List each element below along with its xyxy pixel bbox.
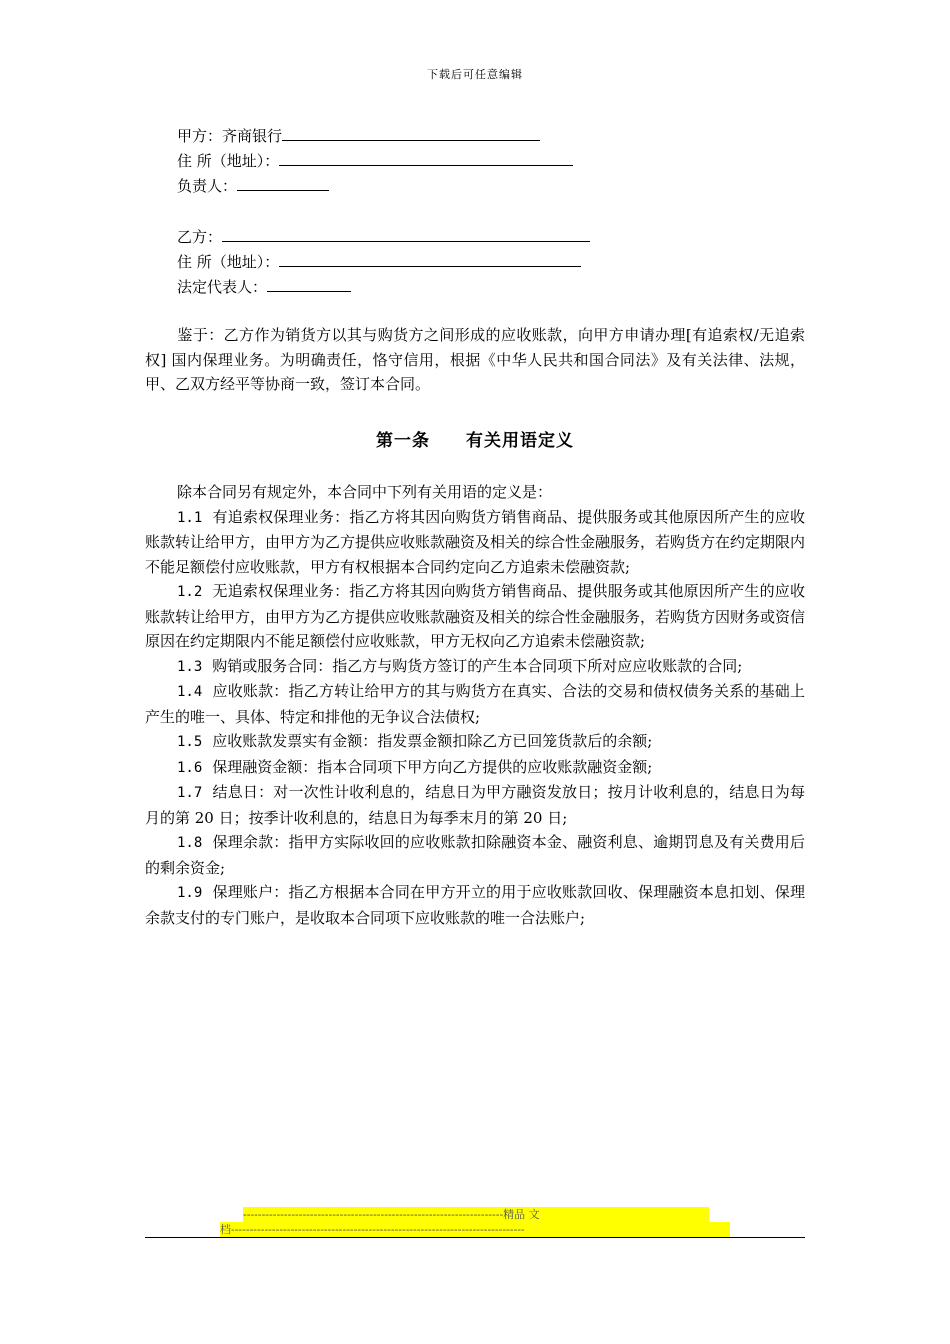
party-b-person-label: 法定代表人：: [177, 278, 268, 296]
party-a-address-blank: [279, 148, 573, 166]
party-a-name-blank: [282, 123, 540, 141]
clause-item: [145, 830, 805, 880]
footer-watermark: [0, 1205, 950, 1239]
clauses-body: [145, 480, 805, 930]
party-b-name-blank: [222, 224, 590, 242]
party-a-name-line: [177, 123, 540, 147]
party-b-address-blank: [279, 249, 581, 267]
clause-item: [145, 679, 805, 729]
party-b-address-label: 住 所（地址）：: [177, 253, 280, 271]
footer-line-1: ----------------------------------------------------------------------精品 文: [243, 1207, 709, 1222]
clause-number: 1.8: [177, 835, 203, 851]
intro-text: 除本合同另有规定外，本合同中下列有关用语的定义是：: [177, 483, 553, 501]
clause-text: 应收账款发票实有金额：指发票金额扣除乙方已回笼货款后的余额;: [212, 732, 653, 750]
clause-text: 保理账户：指乙方根据本合同在甲方开立的用于应收账款回收、保理融资本息扣划、保理余款支付的专门账户，是收取本合同项下应收账款的唯一合法账户;: [145, 883, 805, 927]
clause-number: 1.4: [177, 684, 203, 700]
party-a-name-label: 甲方：齐商银行: [177, 127, 283, 145]
party-b-name-line: [177, 224, 590, 248]
article-title: 有关用语定义: [466, 431, 574, 451]
article-heading: [0, 426, 950, 451]
clause-number: 1.1: [177, 509, 203, 526]
clause-item: [145, 755, 805, 781]
clause-number: 1.5: [177, 734, 203, 750]
clause-text: 购销或服务合同：指乙方与购货方签订的产生本合同项下所对应应收账款的合同;: [212, 656, 743, 675]
clause-item: [145, 654, 805, 680]
preamble-text: 鉴于：乙方作为销货方以其与购货方之间形成的应收账款，向甲方申请办理[有追索权/无追索权] 国内保理业务。为明确责任，恪守信用，根据《中华人民共和国合同法》及有关法律、法规，甲、乙双方经平等协商一致，签订本合同。: [145, 326, 805, 393]
party-b-address-line: [177, 249, 581, 273]
header-note: 下载后可任意编辑: [427, 68, 523, 81]
party-a-address-line: [177, 148, 573, 172]
clause-number: 1.2: [177, 584, 203, 600]
preamble-paragraph: [145, 323, 805, 397]
clause-number: 1.3: [177, 658, 203, 675]
clause-text: 保理融资金额：指本合同项下甲方向乙方提供的应收账款融资金额;: [212, 757, 653, 776]
party-a-person-line: [177, 173, 329, 197]
clause-item: [145, 729, 805, 755]
party-b-person-line: [177, 274, 351, 298]
clause-number: 1.7: [177, 785, 203, 801]
clause-item: [145, 880, 805, 930]
clause-text: 应收账款：指乙方转让给甲方的其与购货方在真实、合法的交易和债权债务关系的基础上产生的唯一、具体、特定和排他的无争议合法债权;: [145, 682, 805, 726]
party-b-person-blank: [267, 274, 351, 292]
footer-line-2: 档-------------------------------------------------------------------------------: [220, 1222, 730, 1237]
clause-number: 1.6: [177, 759, 203, 776]
clause-text: 保理余款：指甲方实际收回的应收账款扣除融资本金、融资利息、逾期罚息及有关费用后的剩余资金;: [145, 833, 805, 877]
footer-divider: [145, 1237, 805, 1238]
clause-text: 结息日：对一次性计收利息的，结息日为甲方融资发放日；按月计收利息的，结息日为每月的第 20 日；按季计收利息的，结息日为每季末月的第 20 日;: [145, 783, 805, 827]
clause-item: [145, 579, 805, 654]
article-number: 第一条: [376, 431, 430, 451]
clause-text: 有追索权保理业务：指乙方将其因向购货方销售商品、提供服务或其他原因所产生的应收账款转让给甲方，由甲方为乙方提供应收账款融资及相关的综合性金融服务，若购货方在约定期限内不能足额偿付应收账款，甲方有权根据本合同约定向乙方追索未偿融资款;: [145, 507, 806, 576]
clause-text: 无追索权保理业务：指乙方将其因向购货方销售商品、提供服务或其他原因所产生的应收账款转让给甲方，由甲方为乙方提供应收账款融资及相关的综合性金融服务，若购货方因财务或资信原因在约定期限内不能足额偿付应收账款，甲方无权向乙方追索未偿融资款;: [145, 582, 806, 650]
party-b-name-label: 乙方：: [177, 228, 223, 246]
party-a-address-label: 住 所（地址）：: [177, 152, 280, 170]
party-a-person-label: 负责人：: [177, 177, 238, 195]
party-a-person-blank: [237, 173, 329, 191]
clause-number: 1.9: [177, 885, 203, 901]
intro-paragraph: [145, 480, 805, 505]
clause-item: [145, 780, 805, 830]
clause-item: [145, 505, 805, 580]
